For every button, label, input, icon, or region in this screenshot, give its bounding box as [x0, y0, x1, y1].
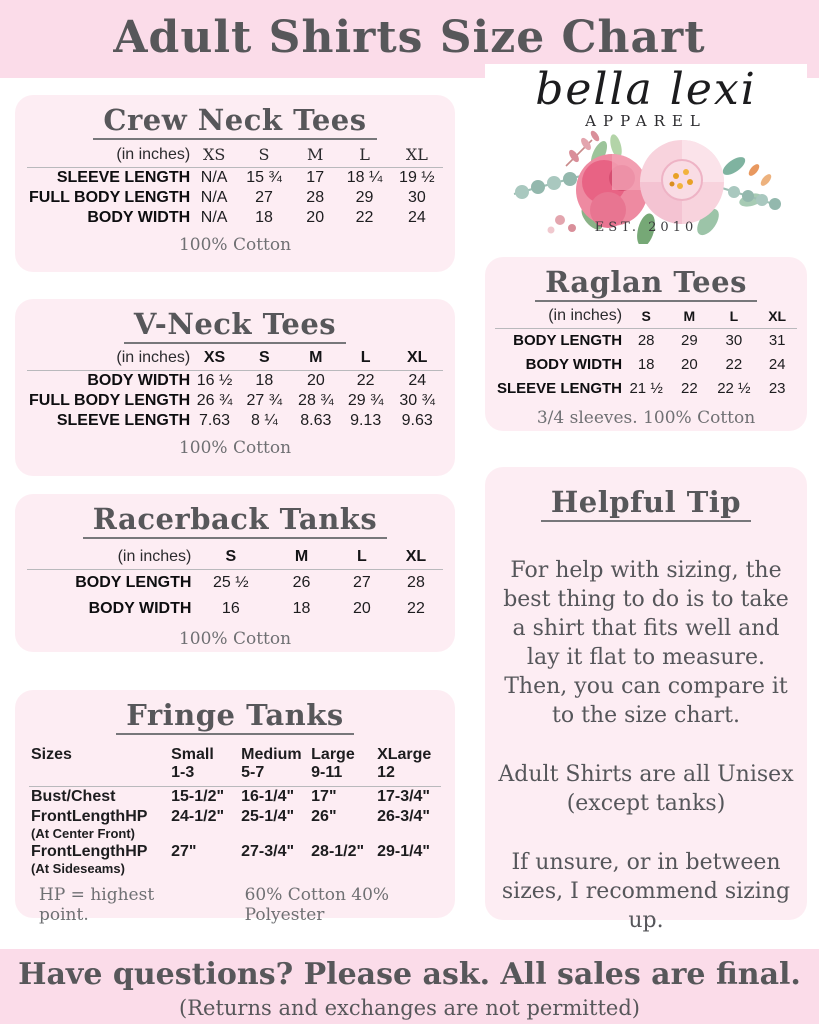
size-value: 26-3/4": [377, 808, 431, 825]
fringe-col-range: 5-7: [241, 764, 265, 781]
size-value: 21 ½: [629, 380, 663, 397]
size-value: 24: [768, 356, 786, 373]
size-value: 20: [681, 356, 698, 373]
table-row: [27, 570, 443, 596]
table-row: [27, 168, 443, 189]
size-value: 22: [725, 356, 743, 373]
size-value: 16 ½: [196, 372, 233, 389]
size-value: 18 ¼: [346, 169, 383, 186]
size-value: 30: [407, 189, 426, 206]
raglan-col-l: L: [710, 306, 757, 329]
racerback-col-xl: XL: [389, 547, 443, 570]
panel-raglan-tees: [485, 257, 807, 431]
size-value: 27": [171, 843, 197, 860]
crew-footnote: 100% Cotton: [178, 235, 292, 255]
fringe-col-range: 1-3: [171, 764, 195, 781]
fringe-header-row: [29, 745, 441, 787]
fringe-sizes-label: Sizes: [29, 745, 169, 787]
row-label: SLEEVE LENGTH: [56, 412, 191, 429]
size-value: 28: [306, 189, 325, 206]
size-value: 18: [255, 209, 273, 226]
racerback-title-wrap: [27, 502, 443, 539]
crew-col-s: S: [236, 144, 292, 168]
crew-col-xl: XL: [391, 144, 443, 168]
vneck-col-xl: XL: [391, 348, 443, 371]
vneck-title: V-Neck Tees: [124, 307, 346, 344]
vneck-col-l: L: [340, 348, 392, 371]
racerback-unit-label: (in inches): [27, 547, 193, 570]
table-row: [29, 842, 441, 877]
size-value: 8.63: [300, 412, 332, 429]
size-value: N/A: [200, 209, 228, 226]
size-value: 30: [725, 332, 743, 350]
raglan-title-wrap: [495, 265, 797, 302]
vneck-unit-label: (in inches): [27, 348, 192, 371]
fringe-col-range: 12: [377, 764, 395, 781]
fringe-col-xlarge: [375, 745, 441, 787]
size-value: 29: [355, 189, 374, 206]
tip-paragraph: If unsure, or in between sizes, I recommend sizing up.: [501, 850, 791, 934]
size-value: 22: [681, 380, 698, 397]
size-value: 17: [306, 169, 325, 186]
size-value: 28: [407, 573, 425, 591]
size-value: 22: [356, 372, 375, 389]
panel-racerback-tanks: [15, 494, 455, 652]
footer-returns-line: (Returns and exchanges are not permitted): [179, 996, 640, 1020]
brand-name: bella lexi: [535, 64, 757, 115]
brand-logo: [485, 64, 807, 256]
racerback-col-s: S: [193, 547, 268, 570]
footer-question-line: Have questions? Please ask. All sales are final.: [18, 957, 801, 992]
row-label: BODY WIDTH: [525, 356, 623, 373]
size-value: 8 ¼: [250, 412, 278, 429]
size-value: 30 ¾: [399, 392, 435, 409]
raglan-header-row: [495, 306, 797, 329]
size-value: 18: [637, 356, 655, 373]
table-row: [495, 377, 797, 401]
size-value: 28-1/2": [311, 843, 365, 860]
crew-header-row: [27, 144, 443, 168]
vneck-col-s: S: [237, 348, 292, 371]
brand-established: EST. 2010: [594, 220, 698, 235]
size-value: 25 ½: [213, 573, 249, 591]
vneck-title-wrap: [27, 307, 443, 344]
row-label: FULL BODY LENGTH: [29, 392, 191, 409]
fringe-col-large: [309, 745, 375, 787]
vneck-footnote: 100% Cotton: [178, 438, 292, 458]
row-label: SLEEVE LENGTH: [497, 380, 623, 397]
crew-col-l: L: [338, 144, 390, 168]
fringe-col-name: Medium: [241, 746, 302, 763]
racerback-footnote: 100% Cotton: [178, 628, 292, 649]
size-value: 20: [352, 599, 371, 617]
table-row: [27, 391, 443, 411]
size-value: 27: [352, 573, 371, 591]
table-row: [29, 787, 441, 808]
fringe-title: Fringe Tanks: [116, 698, 353, 735]
size-value: 7.63: [198, 412, 231, 429]
row-label: FrontLengthHP (At Sideseams): [29, 842, 169, 877]
fringe-col-name: XLarge: [377, 746, 432, 763]
size-value: 19 ½: [399, 169, 435, 186]
fringe-footnote-hp: HP = highest point.: [39, 885, 155, 925]
size-value: 23: [768, 380, 786, 397]
size-value: 26 ¾: [196, 392, 233, 409]
size-value: N/A: [200, 169, 228, 186]
size-value: 22 ½: [717, 380, 751, 397]
size-value: 28 ¾: [298, 392, 334, 409]
crew-title: Crew Neck Tees: [93, 103, 376, 140]
crew-size-table: [27, 144, 443, 228]
crew-title-wrap: [27, 103, 443, 140]
size-value: 17": [311, 788, 337, 805]
vneck-header-row: [27, 348, 443, 371]
row-label: BODY WIDTH: [87, 209, 191, 226]
racerback-title: Racerback Tanks: [83, 502, 387, 539]
table-row: [29, 807, 441, 842]
size-value: 24: [407, 209, 426, 226]
bottom-banner: [0, 949, 819, 1024]
row-sublabel: (At Center Front): [31, 826, 135, 841]
row-label: BODY LENGTH: [513, 332, 623, 350]
panel-fringe-tanks: [15, 690, 455, 925]
fringe-col-medium: [239, 745, 309, 787]
size-value: 27: [255, 189, 273, 206]
table-row: [27, 411, 443, 431]
tip-title-wrap: [493, 485, 799, 522]
fringe-col-small: [169, 745, 239, 787]
tip-paragraph: For help with sizing, the best thing to do is to take a shirt that fits well and lay it flat to measure. Then, you can compare it to the size chart.: [503, 558, 789, 729]
vneck-col-xs: XS: [192, 348, 237, 371]
size-value: 24-1/2": [171, 808, 225, 825]
size-value: 18: [255, 372, 274, 389]
raglan-col-s: S: [624, 306, 668, 329]
size-value: 24: [408, 372, 427, 389]
fringe-col-range: 9-11: [311, 764, 343, 781]
size-value: 25-1/4": [241, 808, 295, 825]
racerback-col-l: L: [335, 547, 389, 570]
size-value: 29-1/4": [377, 843, 431, 860]
panel-vneck-tees: [15, 299, 455, 476]
panel-crew-neck-tees: [15, 95, 455, 272]
crew-col-xs: XS: [192, 144, 236, 168]
size-value: 9.63: [401, 412, 433, 429]
racerback-size-table: [27, 547, 443, 622]
table-row: [495, 353, 797, 377]
racerback-col-m: M: [268, 547, 335, 570]
fringe-size-table: [29, 745, 441, 877]
size-value: 27-3/4": [241, 843, 295, 860]
size-value: N/A: [200, 189, 228, 206]
table-row: [27, 371, 443, 392]
brand-subtitle: APPAREL: [585, 112, 707, 130]
row-label: Bust/Chest: [31, 788, 116, 805]
size-value: 17-3/4": [377, 788, 431, 805]
size-value: 15-1/2": [171, 788, 225, 805]
row-label: FrontLengthHP (At Center Front): [29, 807, 169, 842]
size-value: 9.13: [350, 412, 382, 429]
size-value: 20: [306, 209, 325, 226]
size-value: 15 ¾: [246, 169, 282, 186]
size-value: 26: [292, 573, 311, 591]
crew-col-m: M: [292, 144, 338, 168]
vneck-size-table: [27, 348, 443, 431]
row-label: BODY WIDTH: [88, 599, 192, 617]
size-value: 16-1/4": [241, 788, 295, 805]
size-value: 16: [221, 599, 240, 617]
table-row: [27, 188, 443, 208]
size-value: 28: [637, 332, 655, 350]
fringe-footnotes: [29, 885, 441, 925]
page-title: Adult Shirts Size Chart: [113, 12, 706, 63]
raglan-unit-label: (in inches): [495, 306, 624, 329]
table-row: [27, 208, 443, 228]
raglan-col-m: M: [668, 306, 710, 329]
fringe-title-wrap: [29, 698, 441, 735]
row-label: SLEEVE LENGTH: [56, 169, 191, 186]
size-value: 22: [355, 209, 374, 226]
raglan-size-table: [495, 306, 797, 401]
panel-helpful-tip: [485, 467, 807, 934]
tip-title: Helpful Tip: [541, 485, 751, 522]
raglan-title: Raglan Tees: [535, 265, 757, 302]
size-value: 20: [306, 372, 325, 389]
vneck-col-m: M: [292, 348, 340, 371]
size-value: 27 ¾: [246, 392, 283, 409]
size-value: 29 ¾: [347, 392, 384, 409]
row-label: BODY LENGTH: [75, 573, 192, 591]
size-value: 31: [768, 332, 786, 350]
table-row: [495, 329, 797, 353]
crew-unit-label: (in inches): [27, 144, 192, 168]
racerback-header-row: [27, 547, 443, 570]
row-label: FULL BODY LENGTH: [29, 189, 191, 206]
size-value: 18: [292, 599, 311, 617]
fringe-col-name: Large: [311, 746, 355, 763]
table-row: [27, 596, 443, 622]
row-sublabel: (At Sideseams): [31, 861, 125, 876]
fringe-footnote-fabric: 60% Cotton 40% Polyester: [244, 885, 390, 925]
size-value: 22: [407, 599, 425, 617]
raglan-col-xl: XL: [757, 306, 797, 329]
tip-paragraph: Adult Shirts are all Unisex (except tanks): [498, 762, 794, 817]
fringe-col-name: Small: [171, 746, 214, 763]
size-value: 29: [681, 332, 698, 350]
row-label: BODY WIDTH: [87, 372, 191, 389]
raglan-footnote: 3/4 sleeves. 100% Cotton: [536, 407, 756, 428]
size-value: 26": [311, 808, 337, 825]
